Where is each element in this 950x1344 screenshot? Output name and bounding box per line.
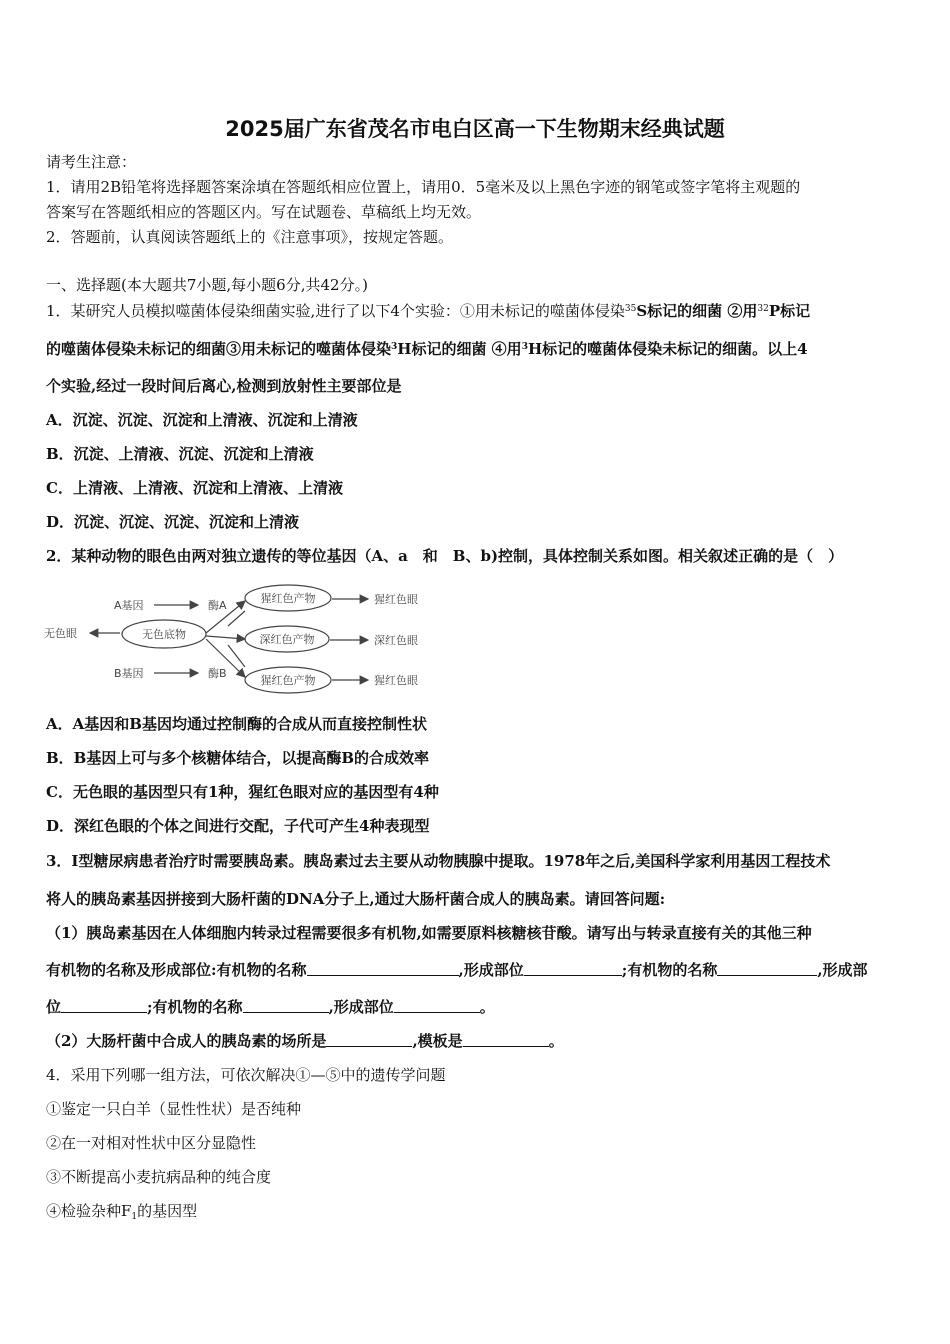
eye-top-label: 猩红色眼: [374, 593, 418, 606]
q1-line-3: 个实验,经过一段时间后离心,检测到放射性主要部位是: [46, 377, 402, 395]
notice-heading: 请考生注意：: [46, 153, 137, 171]
answer-blank-template[interactable]: [463, 1032, 549, 1047]
q3-line-3: （1）胰岛素基因在人体细胞内转录过程需要很多有机物,如需要原料核糖核苷酸。请写出与转录直接有关的其他三种: [46, 924, 812, 942]
q3-text-4b: ,形成部位: [458, 961, 524, 979]
q1-text-1a: 1．某研究人员模拟噬菌体侵染细菌实验,进行了以下4个实验：①用未标记的噬菌体侵染: [46, 302, 625, 320]
q1-sup-3b: 3: [521, 342, 528, 352]
q2-option-a: A．A基因和B基因均通过控制酶的合成从而直接控制性状: [46, 715, 427, 733]
q3-text-5d: 。: [479, 998, 495, 1016]
q3-text-6a: （2）大肠杆菌中合成人的胰岛素的场所是: [46, 1032, 327, 1050]
q4-stem: 4．采用下列哪一组方法，可依次解决①—⑤中的遗传学问题: [46, 1066, 446, 1084]
q1-option-d: D．沉淀、沉淀、沉淀、沉淀和上清液: [46, 513, 300, 531]
q4-item-3: ③不断提高小麦抗病品种的纯合度: [46, 1168, 272, 1186]
q1-text-2a: 的噬菌体侵染未标记的细菌③用未标记的噬菌体侵染: [46, 340, 392, 358]
q2-option-c: C．无色眼的基因型只有1种，猩红色眼对应的基因型有4种: [46, 783, 439, 801]
q2-option-d: D．深红色眼的个体之间进行交配，子代可产生4种表现型: [46, 817, 430, 835]
q3-text-5b: ;有机物的名称: [147, 998, 243, 1016]
answer-blank-organic-3[interactable]: [243, 998, 329, 1013]
answer-blank-synthesis-site[interactable]: [326, 1032, 412, 1047]
q1-sup-32: 32: [757, 304, 769, 314]
q1-sup-35: 35: [624, 304, 637, 314]
product-top-label: 猩红色产物: [260, 592, 316, 605]
q1-text-1c: P标记: [768, 302, 811, 320]
q3-line-4: [46, 960, 868, 980]
q3-line-5: [46, 997, 495, 1017]
q4-item-2: ②在一对相对性状中区分显隐性: [46, 1134, 257, 1152]
eye-mid-label: 深红色眼: [374, 634, 418, 647]
q2-option-b: B．B基因上可与多个核糖体结合，以提高酶B的合成效率: [46, 749, 430, 767]
q1-text-2b: H标记的细菌 ④用: [397, 340, 522, 358]
answer-blank-site-3[interactable]: [394, 998, 480, 1013]
q1-option-a: A．沉淀、沉淀、沉淀和上清液、沉淀和上清液: [46, 411, 358, 429]
gene-b-label: B基因: [114, 667, 144, 680]
q3-text-5c: ,形成部位: [328, 998, 394, 1016]
q4-sub-1: 1: [131, 1212, 138, 1222]
colorless-substrate-label: 无色底物: [142, 628, 186, 641]
q1-sup-3a: 3: [391, 342, 398, 352]
q1-option-b: B．沉淀、上清液、沉淀、沉淀和上清液: [46, 445, 314, 463]
enzyme-a-label: 酶A: [208, 599, 227, 612]
q3-text-6b: ,模板是: [412, 1032, 463, 1050]
gene-a-label: A基因: [114, 599, 144, 612]
q1-option-c: C．上清液、上清液、沉淀和上清液、上清液: [46, 479, 343, 497]
product-mid-label: 深红色产物: [259, 633, 315, 646]
q1-text-1b: S标记的细菌 ②用: [636, 302, 758, 320]
q3-text-4d: ,形成部: [817, 961, 868, 979]
product-bottom-label: 猩红色产物: [260, 674, 316, 687]
q3-text-6c: 。: [548, 1032, 564, 1050]
q3-text-4c: ;有机物的名称: [621, 961, 718, 979]
q4-text-4a: ④检验杂种F: [46, 1202, 132, 1220]
arrow-substrate-to-product-mid: [206, 636, 245, 639]
q3-text-4a: 有机物的名称及形成部位:有机物的名称: [46, 961, 307, 979]
q1-text-2c: H标记的噬菌体侵染未标记的细菌。以上4: [527, 340, 808, 358]
section-heading: 一、选择题(本大题共7小题,每小题6分,共42分。): [46, 276, 368, 294]
answer-blank-site-1[interactable]: [524, 961, 622, 976]
q3-line-2: 将人的胰岛素基因拼接到大肠杆菌的DNA分子上,通过大肠杆菌合成人的胰岛素。请回答问题:: [46, 890, 666, 908]
eye-bottom-label: 猩红色眼: [374, 674, 418, 687]
notice-item-2: 2．答题前，认真阅读答题纸上的《注意事项》，按规定答题。: [46, 228, 454, 246]
q1-line-2: [46, 339, 808, 359]
colorless-eye-label: 无色眼: [44, 627, 77, 640]
answer-blank-site-2[interactable]: [61, 998, 147, 1013]
exam-title: 2025届广东省茂名市电白区高一下生物期末经典试题: [225, 117, 725, 141]
eye-color-pathway-diagram: [40, 578, 440, 700]
notice-item-1b: 答案写在答题纸相应的答题区内。写在试题卷、草稿纸上均无效。: [46, 203, 482, 221]
q4-item-1: ①鉴定一只白羊（显性性状）是否纯种: [46, 1100, 302, 1118]
q3-text-5a: 位: [46, 998, 62, 1016]
answer-blank-organic-1[interactable]: [307, 961, 459, 976]
q3-line-6: [46, 1031, 564, 1051]
answer-blank-organic-2[interactable]: [717, 961, 817, 976]
enzyme-b-label: 酶B: [208, 667, 227, 680]
q2-stem: 2．某种动物的眼色由两对独立遗传的等位基因（A、a 和 B、b)控制，具体控制关系如图。相关叙述正确的是（ ）: [46, 547, 844, 565]
q1-line-1: [46, 301, 810, 321]
notice-item-1a: 1．请用2B铅笔将选择题答案涂填在答题纸相应位置上，请用0．5毫米及以上黑色字迹的钢笔或签字笔将主观题的: [46, 178, 801, 196]
q4-text-4b: 的基因型: [137, 1202, 198, 1220]
q4-item-4: [46, 1201, 197, 1221]
q3-line-1: 3．Ⅰ型糖尿病患者治疗时需要胰岛素。胰岛素过去主要从动物胰腺中提取。1978年之后,美国科学家利用基因工程技术: [46, 852, 831, 870]
